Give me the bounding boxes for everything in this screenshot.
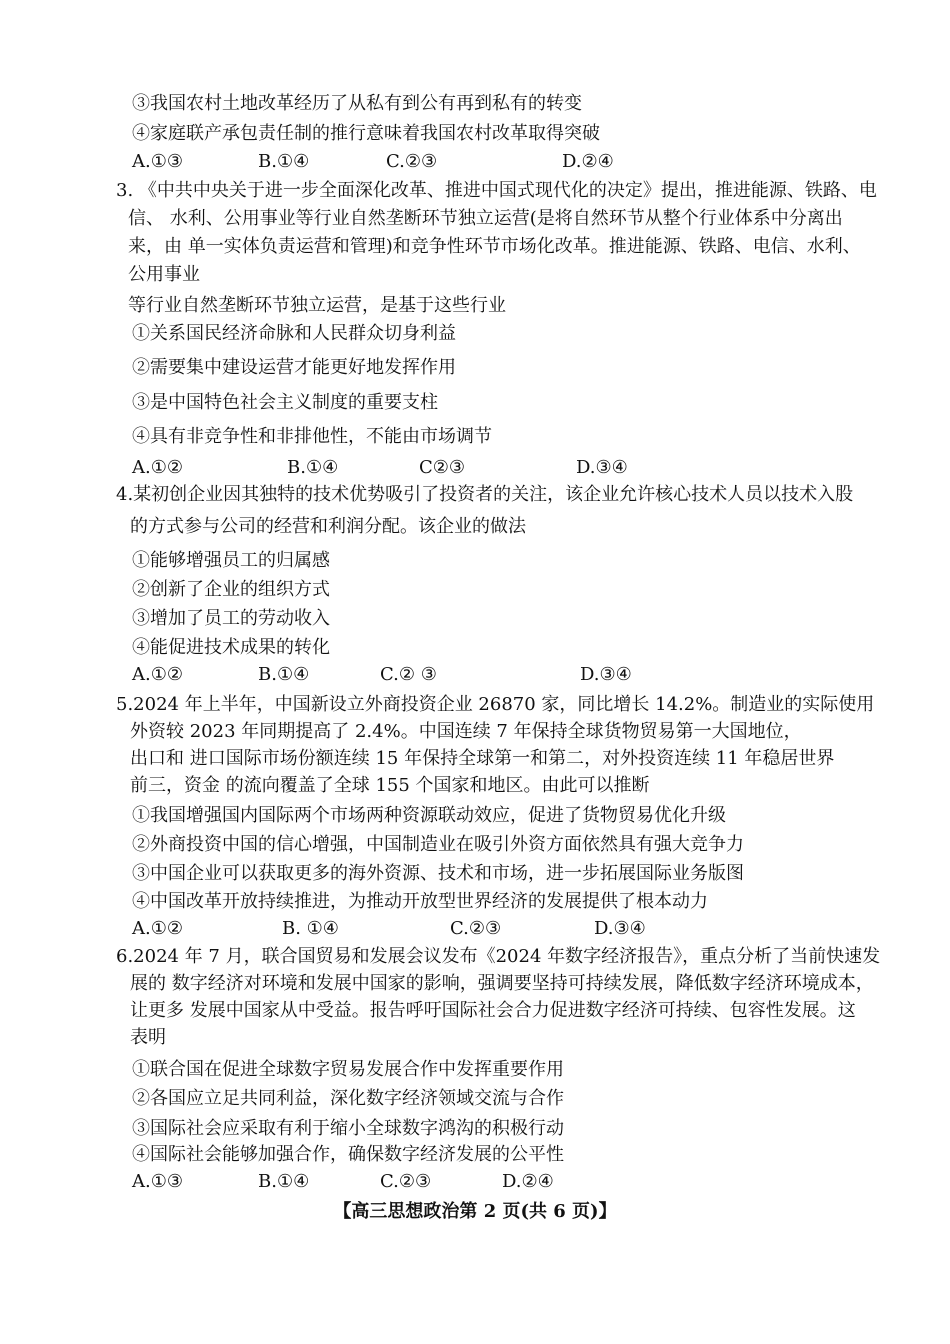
q4-option-d: D.③④ <box>580 664 632 685</box>
q5-option-c: C.②③ <box>450 918 502 939</box>
q4-options <box>132 663 732 687</box>
q4-option-c: C.② ③ <box>380 664 437 685</box>
q3-statement-2: ②需要集中建设运营才能更好地发挥作用 <box>132 357 456 378</box>
q2-statement-3: ③我国农村土地改革经历了从私有到公有再到私有的转变 <box>132 93 582 114</box>
q6-statement-4: ④国际社会能够加强合作，确保数字经济发展的公平性 <box>132 1144 564 1165</box>
q5-stem-line: 外资较 2023 年同期提高了 2.4%。中国连续 7 年保持全球货物贸易第一大国地位， <box>130 721 802 742</box>
q6-option-a: A.①③ <box>132 1171 183 1192</box>
q6-options <box>132 1170 732 1194</box>
q6-stem-line: 展的 数字经济对环境和发展中国家的影响，强调要坚持可持续发展，降低数字经济环境成本， <box>130 973 874 994</box>
q4-statement-4: ④能促进技术成果的转化 <box>132 637 330 658</box>
q6-statement-3: ③国际社会应采取有利于缩小全球数字鸿沟的积极行动 <box>132 1118 564 1139</box>
q3-option-c: C②③ <box>419 457 466 478</box>
q5-statement-1: ①我国增强国内国际两个市场两种资源联动效应，促进了货物贸易优化升级 <box>132 805 726 826</box>
q3-statement-1: ①关系国民经济命脉和人民群众切身利益 <box>132 323 456 344</box>
q3-stem-line: 来，由 单一实体负责运营和管理)和竞争性环节市场化改革。推进能源、铁路、电信、水利、 <box>128 236 861 257</box>
q2-statement-4: ④家庭联产承包责任制的推行意味着我国农村改革取得突破 <box>132 123 600 144</box>
q3-statement-3: ③是中国特色社会主义制度的重要支柱 <box>132 392 438 413</box>
q6-option-b: B.①④ <box>258 1171 310 1192</box>
q3-stem-line: 3. 《中共中央关于进一步全面深化改革、推进中国式现代化的决定》提出，推进能源、铁路、电 <box>116 180 877 201</box>
q3-stem-line: 信、 水利、公用事业等行业自然垄断环节独立运营(是将自然环节从整个行业体系中分离出 <box>128 208 843 229</box>
q3-option-b: B.①④ <box>287 457 339 478</box>
q4-statement-2: ②创新了企业的组织方式 <box>132 579 330 600</box>
q3-statement-4: ④具有非竞争性和非排他性，不能由市场调节 <box>132 426 492 447</box>
q4-statement-1: ①能够增强员工的归属感 <box>132 550 330 571</box>
q6-option-d: D.②④ <box>502 1171 554 1192</box>
q5-option-d: D.③④ <box>594 918 646 939</box>
q3-stem-line: 公用事业 <box>128 264 200 285</box>
q6-stem-line: 6.2024 年 7 月，联合国贸易和发展会议发布《2024 年数字经济报告》，重点分析了当前快速发 <box>116 946 881 967</box>
q6-option-c: C.②③ <box>380 1171 432 1192</box>
q5-stem-line: 前三，资金 的流向覆盖了全球 155 个国家和地区。由此可以推断 <box>130 775 650 796</box>
q4-option-b: B.①④ <box>258 664 310 685</box>
q5-statement-2: ②外商投资中国的信心增强，中国制造业在吸引外资方面依然具有强大竞争力 <box>132 834 744 855</box>
q2-option-b: B.①④ <box>258 151 310 172</box>
q6-statement-2: ②各国应立足共同利益，深化数字经济领域交流与合作 <box>132 1088 564 1109</box>
q5-option-a: A.①② <box>132 918 183 939</box>
q2-option-a: A.①③ <box>132 151 183 172</box>
q5-statement-3: ③中国企业可以获取更多的海外资源、技术和市场，进一步拓展国际业务版图 <box>132 863 744 884</box>
q6-stem-line: 让更多 发展中国家从中受益。报告呼吁国际社会合力促进数字经济可持续、包容性发展。这 <box>130 1000 856 1021</box>
q2-option-d: D.②④ <box>562 151 614 172</box>
q5-statement-4: ④中国改革开放持续推进，为推动开放型世界经济的发展提供了根本动力 <box>132 891 708 912</box>
q3-option-a: A.①② <box>132 457 183 478</box>
q4-stem-line: 的方式参与公司的经营和利润分配。该企业的做法 <box>130 516 526 537</box>
q6-stem-line: 表明 <box>130 1027 166 1048</box>
q2-option-c: C.②③ <box>386 151 438 172</box>
q6-statement-1: ①联合国在促进全球数字贸易发展合作中发挥重要作用 <box>132 1059 564 1080</box>
q5-option-b: B. ①④ <box>282 918 339 939</box>
q4-option-a: A.①② <box>132 664 183 685</box>
q3-options <box>132 456 732 480</box>
q5-options <box>132 917 732 941</box>
q3-option-d: D.③④ <box>576 457 628 478</box>
page-footer: 【高三思想政治第 2 页(共 6 页)】 <box>333 1201 617 1222</box>
q2-options <box>132 150 732 174</box>
q5-stem-line: 5.2024 年上半年，中国新设立外商投资企业 26870 家，同比增长 14.2%。制造业的实际使用 <box>116 694 875 715</box>
q4-stem-line: 4.某初创企业因其独特的技术优势吸引了投资者的关注，该企业允许核心技术人员以技术入股 <box>116 484 854 505</box>
q5-stem-line: 出口和 进口国际市场份额连续 15 年保持全球第一和第二，对外投资连续 11 年稳居世界 <box>130 748 835 769</box>
q3-stem-line: 等行业自然垄断环节独立运营，是基于这些行业 <box>128 295 506 316</box>
q4-statement-3: ③增加了员工的劳动收入 <box>132 608 330 629</box>
